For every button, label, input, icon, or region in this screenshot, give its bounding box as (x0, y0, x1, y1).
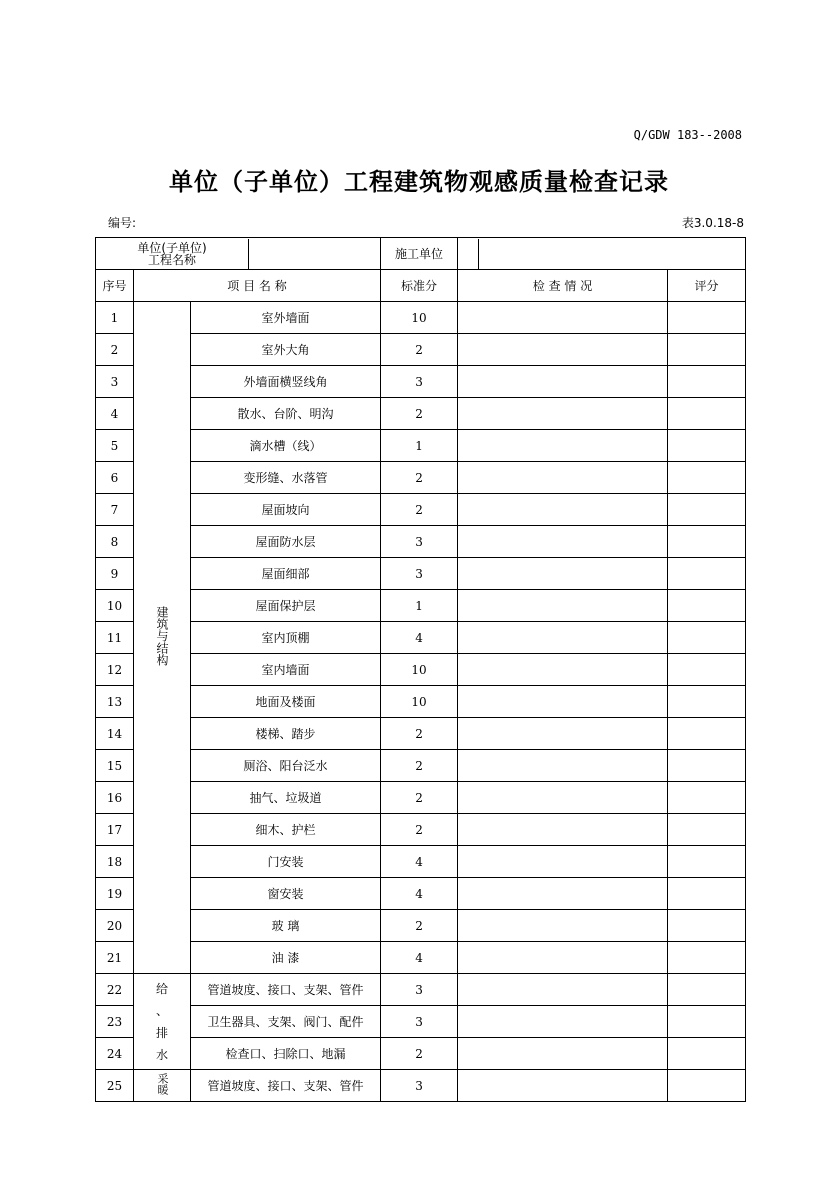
category-building-label: 建筑与结构 (155, 606, 169, 666)
category-drainage-char: 、 (155, 1003, 168, 1018)
category-drainage-char: 给 (155, 981, 168, 996)
table-row (96, 430, 746, 462)
table-row (96, 1006, 746, 1038)
row-score-field[interactable] (668, 974, 746, 1006)
row-item-name: 管道坡度、接口、支架、管件 (191, 1070, 381, 1102)
row-standard-score: 2 (381, 782, 458, 814)
col-score: 评分 (668, 270, 746, 302)
row-inspection-field[interactable] (458, 494, 668, 526)
row-item-name: 窗安装 (191, 878, 381, 910)
unit-label-line2: 工程名称 (147, 252, 196, 267)
row-seq: 11 (96, 622, 134, 654)
row-standard-score: 3 (381, 1006, 458, 1038)
inspection-table (95, 237, 746, 1102)
contractor-label: 施工单位 (381, 238, 458, 270)
row-standard-score: 3 (381, 1070, 458, 1102)
col-seq: 序号 (96, 270, 134, 302)
table-row (96, 1038, 746, 1070)
row-inspection-field[interactable] (458, 1038, 668, 1070)
row-inspection-field[interactable] (458, 430, 668, 462)
table-row (96, 1070, 746, 1102)
unit-label-line1: 单位(子单位) (137, 240, 207, 255)
table-row (96, 334, 746, 366)
row-item-name: 楼梯、踏步 (191, 718, 381, 750)
row-score-field[interactable] (668, 526, 746, 558)
row-standard-score: 2 (381, 750, 458, 782)
row-score-field[interactable] (668, 302, 746, 334)
row-standard-score: 2 (381, 462, 458, 494)
table-row (96, 974, 746, 1006)
row-standard-score: 2 (381, 1038, 458, 1070)
row-inspection-field[interactable] (458, 1070, 668, 1102)
row-standard-score: 2 (381, 718, 458, 750)
row-score-field[interactable] (668, 366, 746, 398)
row-seq: 4 (96, 398, 134, 430)
row-inspection-field[interactable] (458, 302, 668, 334)
row-seq: 20 (96, 910, 134, 942)
col-inspection: 检 查 情 况 (458, 270, 668, 302)
row-item-name: 门安装 (191, 846, 381, 878)
contractor-field[interactable] (479, 239, 746, 269)
row-score-field[interactable] (668, 1038, 746, 1070)
row-standard-score: 10 (381, 302, 458, 334)
row-inspection-field[interactable] (458, 910, 668, 942)
row-seq: 23 (96, 1006, 134, 1038)
row-item-name: 变形缝、水落管 (191, 462, 381, 494)
row-seq: 7 (96, 494, 134, 526)
row-item-name: 室外大角 (191, 334, 381, 366)
row-seq: 13 (96, 686, 134, 718)
row-score-field[interactable] (668, 750, 746, 782)
row-inspection-field[interactable] (458, 750, 668, 782)
row-seq: 12 (96, 654, 134, 686)
row-standard-score: 2 (381, 334, 458, 366)
row-seq: 17 (96, 814, 134, 846)
row-item-name: 玻 璃 (191, 910, 381, 942)
row-standard-score: 4 (381, 622, 458, 654)
row-seq: 18 (96, 846, 134, 878)
row-item-name: 滴水槽（线） (191, 430, 381, 462)
row-inspection-field[interactable] (458, 878, 668, 910)
row-seq: 2 (96, 334, 134, 366)
category-drainage-char: 水 (155, 1047, 168, 1062)
row-inspection-field[interactable] (458, 654, 668, 686)
info-row (96, 238, 746, 270)
row-inspection-field[interactable] (458, 718, 668, 750)
row-score-field[interactable] (668, 1006, 746, 1038)
row-score-field[interactable] (668, 462, 746, 494)
row-inspection-field[interactable] (458, 622, 668, 654)
unit-label-cell (96, 239, 249, 269)
row-inspection-field[interactable] (458, 942, 668, 974)
row-inspection-field[interactable] (458, 462, 668, 494)
row-inspection-field[interactable] (458, 686, 668, 718)
row-inspection-field[interactable] (458, 782, 668, 814)
table-row (96, 686, 746, 718)
table-row (96, 718, 746, 750)
row-item-name: 屋面细部 (191, 558, 381, 590)
row-item-name: 油 漆 (191, 942, 381, 974)
row-standard-score: 2 (381, 398, 458, 430)
standard-number: Q/GDW 183--2008 (633, 128, 742, 142)
row-score-field[interactable] (668, 1070, 746, 1102)
row-standard-score: 3 (381, 366, 458, 398)
row-score-field[interactable] (668, 430, 746, 462)
row-seq: 9 (96, 558, 134, 590)
row-item-name: 室内顶棚 (191, 622, 381, 654)
row-seq: 19 (96, 878, 134, 910)
table-row (96, 494, 746, 526)
category-heating-label: 采暖 (156, 1073, 169, 1095)
row-inspection-field[interactable] (458, 334, 668, 366)
row-item-name: 地面及楼面 (191, 686, 381, 718)
row-item-name: 卫生器具、支架、阀门、配件 (191, 1006, 381, 1038)
row-seq: 5 (96, 430, 134, 462)
row-score-field[interactable] (668, 718, 746, 750)
category-heating (134, 1070, 191, 1102)
table-row (96, 910, 746, 942)
row-seq: 14 (96, 718, 134, 750)
table-row (96, 814, 746, 846)
contractor-gap (458, 239, 479, 269)
table-row (96, 654, 746, 686)
row-seq: 15 (96, 750, 134, 782)
row-seq: 3 (96, 366, 134, 398)
table-row (96, 558, 746, 590)
category-drainage-char: 排 (155, 1025, 168, 1040)
unit-cell (96, 238, 381, 270)
table-row (96, 366, 746, 398)
table-row (96, 462, 746, 494)
row-standard-score: 4 (381, 846, 458, 878)
row-standard-score: 10 (381, 686, 458, 718)
table-row (96, 942, 746, 974)
row-seq: 25 (96, 1070, 134, 1102)
row-seq: 21 (96, 942, 134, 974)
header-row (96, 270, 746, 302)
row-standard-score: 10 (381, 654, 458, 686)
row-item-name: 室内墙面 (191, 654, 381, 686)
row-standard-score: 3 (381, 526, 458, 558)
row-seq: 10 (96, 590, 134, 622)
table-row (96, 590, 746, 622)
row-standard-score: 2 (381, 910, 458, 942)
table-row (96, 302, 746, 334)
row-score-field[interactable] (668, 590, 746, 622)
row-item-name: 屋面坡向 (191, 494, 381, 526)
table-row (96, 622, 746, 654)
row-seq: 16 (96, 782, 134, 814)
page-title: 单位（子单位）工程建筑物观感质量检查记录 (169, 168, 669, 196)
row-inspection-field[interactable] (458, 1006, 668, 1038)
row-standard-score: 2 (381, 814, 458, 846)
row-standard-score: 1 (381, 590, 458, 622)
row-seq: 6 (96, 462, 134, 494)
row-score-field[interactable] (668, 494, 746, 526)
row-seq: 8 (96, 526, 134, 558)
row-item-name: 散水、台阶、明沟 (191, 398, 381, 430)
row-seq: 24 (96, 1038, 134, 1070)
row-inspection-field[interactable] (458, 590, 668, 622)
row-standard-score: 3 (381, 558, 458, 590)
row-score-field[interactable] (668, 814, 746, 846)
row-item-name: 屋面防水层 (191, 526, 381, 558)
table-row (96, 846, 746, 878)
table-number: 表3.0.18-8 (681, 216, 744, 230)
col-item: 项 目 名 称 (134, 270, 381, 302)
code-label: 编号: (108, 216, 137, 230)
row-score-field[interactable] (668, 782, 746, 814)
row-inspection-field[interactable] (458, 366, 668, 398)
table-row (96, 878, 746, 910)
row-score-field[interactable] (668, 942, 746, 974)
row-inspection-field[interactable] (458, 974, 668, 1006)
row-standard-score: 2 (381, 494, 458, 526)
row-item-name: 室外墙面 (191, 302, 381, 334)
row-inspection-field[interactable] (458, 814, 668, 846)
row-score-field[interactable] (668, 686, 746, 718)
row-inspection-field[interactable] (458, 526, 668, 558)
table-row (96, 782, 746, 814)
row-score-field[interactable] (668, 910, 746, 942)
table-row (96, 398, 746, 430)
row-seq: 1 (96, 302, 134, 334)
category-drainage (134, 974, 191, 1070)
contractor-cell (458, 238, 746, 270)
table-row (96, 750, 746, 782)
col-standard: 标准分 (381, 270, 458, 302)
row-item-name: 检查口、扫除口、地漏 (191, 1038, 381, 1070)
row-inspection-field[interactable] (458, 846, 668, 878)
row-score-field[interactable] (668, 398, 746, 430)
row-score-field[interactable] (668, 654, 746, 686)
row-standard-score: 4 (381, 942, 458, 974)
row-score-field[interactable] (668, 846, 746, 878)
row-score-field[interactable] (668, 334, 746, 366)
row-score-field[interactable] (668, 622, 746, 654)
row-item-name: 抽气、垃圾道 (191, 782, 381, 814)
row-inspection-field[interactable] (458, 398, 668, 430)
row-standard-score: 3 (381, 974, 458, 1006)
row-inspection-field[interactable] (458, 558, 668, 590)
row-standard-score: 4 (381, 878, 458, 910)
unit-name-field[interactable] (249, 239, 381, 269)
table-row (96, 526, 746, 558)
row-item-name: 外墙面横竖线角 (191, 366, 381, 398)
row-item-name: 细木、护栏 (191, 814, 381, 846)
row-item-name: 厕浴、阳台泛水 (191, 750, 381, 782)
category-building (134, 302, 191, 974)
row-item-name: 管道坡度、接口、支架、管件 (191, 974, 381, 1006)
row-score-field[interactable] (668, 558, 746, 590)
row-item-name: 屋面保护层 (191, 590, 381, 622)
row-standard-score: 1 (381, 430, 458, 462)
row-seq: 22 (96, 974, 134, 1006)
row-score-field[interactable] (668, 878, 746, 910)
